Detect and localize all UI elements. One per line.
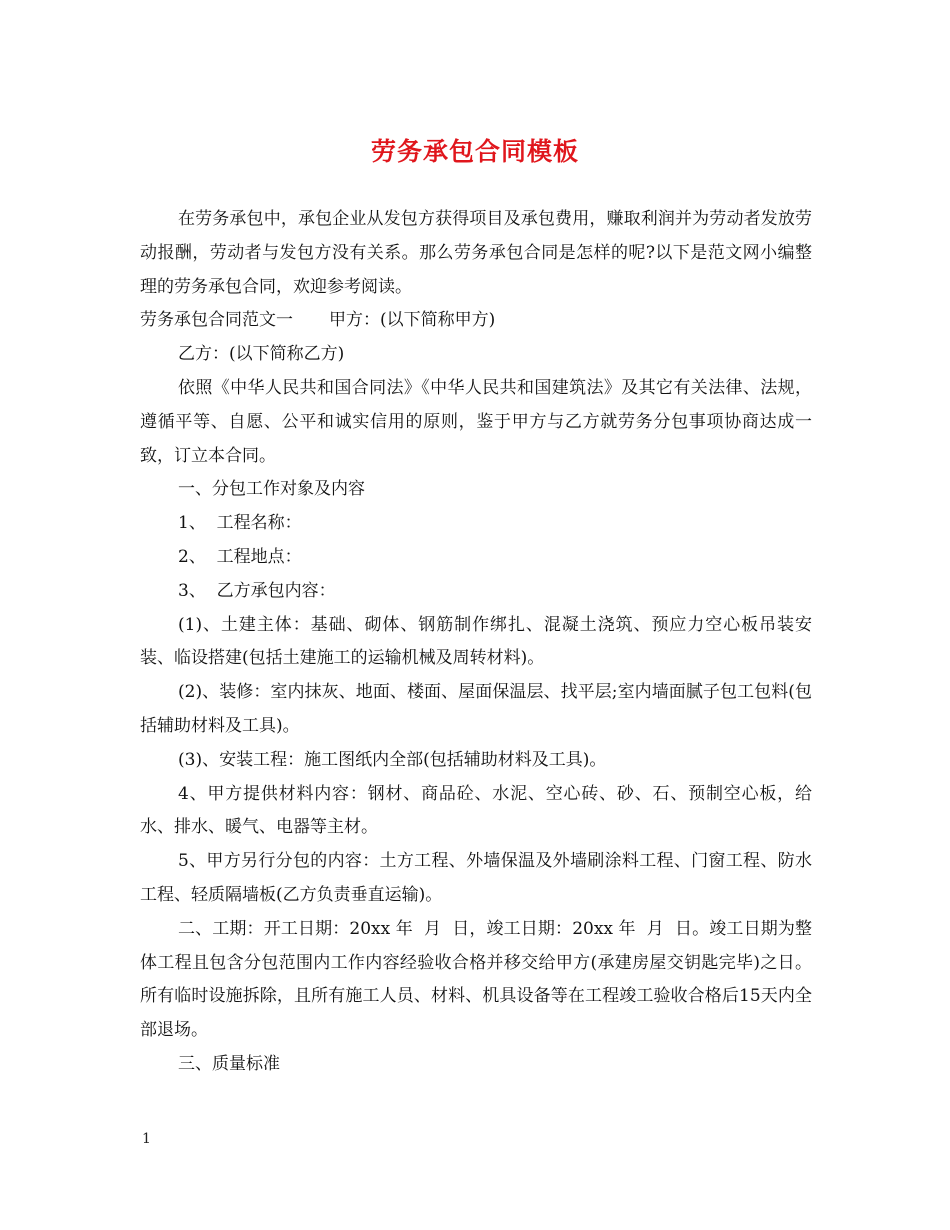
section-heading-2-schedule: 二、工期：开工日期：20xx 年 月 日，竣工日期：20xx 年 月 日。竣工日期为整体工程且包含分包范围内工作内容经验收合格并移交给甲方(承建房屋交钥匙完毕)之日。所有临时设施拆除，且所有施工人员、材料、机具设备等在工程竣工验收合格后15天内全部退场。 xyxy=(140,918,812,1041)
sub-item-installation: (3)、安装工程：施工图纸内全部(包括辅助材料及工具)。 xyxy=(178,749,607,770)
sub-item-civil: (1)、土建主体：基础、砌体、钢筋制作绑扎、混凝土浇筑、预应力空心板吊装安装、临设搭建(包括土建施工的运输机械及周转材料)。 xyxy=(140,614,812,669)
sample-heading-line xyxy=(140,304,812,338)
page-number: 1 xyxy=(142,1131,151,1147)
basis-paragraph: 依照《中华人民共和国合同法》《中华人民共和国建筑法》及其它有关法律、法规，遵循平等、自愿、公平和诚实信用的原则，鉴于甲方与乙方就劳务分包事项协商达成一致，订立本合同。 xyxy=(140,377,812,466)
list-item-project-name: 1、 工程名称： xyxy=(178,513,302,534)
list-item-other-subcontract: 5、甲方另行分包的内容：土方工程、外墙保温及外墙刷涂料工程、门窗工程、防水工程、轻质隔墙板(乙方负责垂直运输)。 xyxy=(140,851,812,905)
section-heading-3: 三、质量标准 xyxy=(178,1053,280,1074)
sub-item-decoration: (2)、装修：室内抹灰、地面、楼面、屋面保温层、找平层;室内墙面腻子包工包料(包括辅助材料及工具)。 xyxy=(140,682,812,736)
sample-title: 劳务承包合同范文一 xyxy=(140,310,293,331)
party-a-line: 甲方：(以下简称甲方) xyxy=(329,310,496,331)
section-heading-1: 一、分包工作对象及内容 xyxy=(178,479,365,500)
party-b-line: 乙方：(以下简称乙方) xyxy=(178,344,345,365)
intro-paragraph: 在劳务承包中，承包企业从发包方获得项目及承包费用，赚取利润并为劳动者发放劳动报酬，劳动者与发包方没有关系。那么劳务承包合同是怎样的呢?以下是范文网小编整理的劳务承包合同，欢迎参考阅读。 xyxy=(140,209,812,297)
list-item-scope: 3、 乙方承包内容： xyxy=(178,580,336,601)
document-title: 劳务承包合同模板 xyxy=(370,137,579,166)
document-body xyxy=(140,203,812,1082)
list-item-materials: 4、甲方提供材料内容：钢材、商品砼、水泥、空心砖、砂、石、预制空心板，给水、排水、暖气、电器等主材。 xyxy=(140,783,812,838)
list-item-project-location: 2、 工程地点： xyxy=(178,546,302,567)
